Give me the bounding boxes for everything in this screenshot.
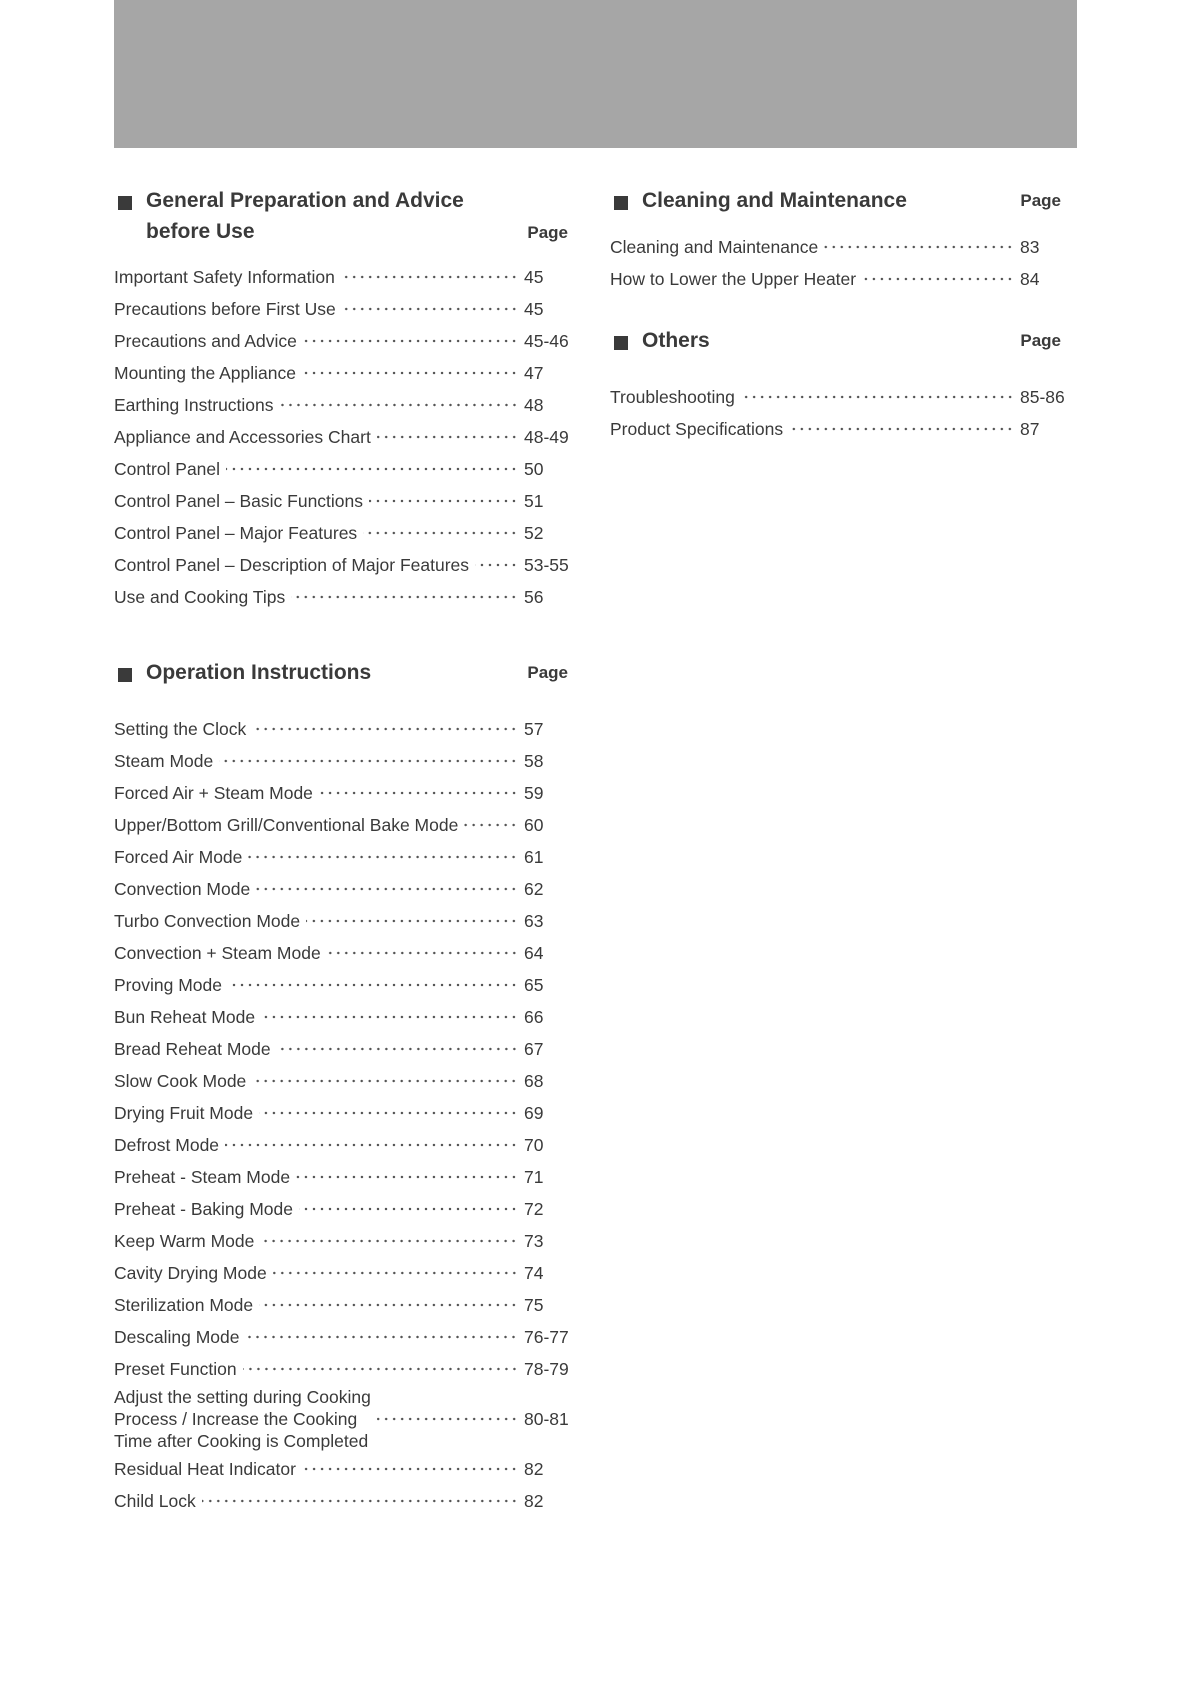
toc-entry[interactable]	[114, 1257, 570, 1289]
entry-title: Defrost Mode	[114, 1135, 220, 1155]
toc-entry[interactable]	[114, 517, 570, 549]
toc-entry[interactable]	[114, 1129, 570, 1161]
toc-section-others	[610, 325, 1066, 445]
toc-entry[interactable]	[114, 1225, 570, 1257]
entry-page: 58	[524, 750, 544, 771]
dot-leader	[260, 1238, 518, 1244]
entry-title: Sterilization Mode	[114, 1295, 254, 1315]
entry-title: Control Panel	[114, 459, 221, 479]
toc-entry[interactable]	[610, 263, 1066, 295]
dot-leader	[243, 1366, 518, 1372]
toc-entry[interactable]	[114, 1001, 570, 1033]
section-title: Cleaning and Maintenance	[642, 189, 907, 212]
dot-leader	[302, 1466, 518, 1472]
section-title: Others	[642, 329, 710, 352]
entry-title: Precautions before First Use	[114, 299, 336, 319]
entry-page: 83	[1020, 236, 1040, 257]
entry-title: Slow Cook Mode	[114, 1071, 247, 1091]
entry-page: 73	[524, 1230, 544, 1251]
toc-entry[interactable]	[114, 1385, 570, 1453]
entry-title: How to Lower the Upper Heater	[610, 269, 857, 289]
entry-title: Forced Air Mode	[114, 847, 243, 867]
entry-page: 78-79	[524, 1358, 569, 1379]
toc-entry[interactable]	[610, 413, 1066, 445]
toc-entry[interactable]	[114, 453, 570, 485]
toc-section-operation-instructions	[114, 657, 570, 1517]
dot-leader	[306, 918, 518, 924]
entry-page: 66	[524, 1006, 544, 1027]
entry-title: Control Panel – Description of Major Features	[114, 555, 470, 575]
entry-title: Steam Mode	[114, 751, 214, 771]
toc-list	[114, 713, 570, 1517]
toc-entry[interactable]	[114, 293, 570, 325]
page-column-label: Page	[1020, 191, 1061, 210]
dot-leader	[377, 1416, 518, 1422]
entry-page: 50	[524, 458, 544, 479]
entry-page: 82	[524, 1458, 544, 1479]
toc-entry[interactable]	[114, 485, 570, 517]
entry-title: Convection + Steam Mode	[114, 943, 321, 963]
entry-title: Setting the Clock	[114, 719, 247, 739]
entry-title: Important Safety Information	[114, 267, 335, 287]
dot-leader	[225, 1142, 518, 1148]
entry-page: 69	[524, 1102, 544, 1123]
toc-entry[interactable]	[114, 389, 570, 421]
dot-leader	[824, 244, 1014, 250]
entry-title: Product Specifications	[610, 419, 784, 439]
dot-leader	[226, 466, 518, 472]
toc-entry[interactable]	[114, 713, 570, 745]
dot-leader	[252, 1078, 518, 1084]
entry-page: 70	[524, 1134, 544, 1155]
entry-title: Cavity Drying Mode	[114, 1263, 267, 1283]
entry-page: 82	[524, 1490, 544, 1511]
entry-page: 63	[524, 910, 544, 931]
entry-page: 72	[524, 1198, 544, 1219]
toc-right-column	[610, 185, 1066, 445]
dot-leader	[252, 726, 518, 732]
toc-section-general-preparation	[114, 185, 570, 613]
toc-entry[interactable]	[114, 745, 570, 777]
dot-leader	[291, 594, 518, 600]
toc-list	[610, 381, 1066, 445]
page-column-label: Page	[527, 223, 568, 242]
square-bullet-icon	[118, 668, 132, 682]
dot-leader	[259, 1302, 518, 1308]
toc-entry[interactable]	[114, 937, 570, 969]
entry-page: 56	[524, 586, 544, 607]
entry-title: Adjust the setting during Cooking Process / Increase the Cooking Time after Cooking is Completed	[114, 1387, 371, 1451]
dot-leader	[464, 822, 518, 828]
toc-entry[interactable]	[114, 777, 570, 809]
section-heading	[114, 657, 570, 689]
dot-leader	[363, 530, 518, 536]
toc-entry[interactable]	[114, 1353, 570, 1385]
page-column-label: Page	[1020, 331, 1061, 350]
section-heading	[610, 185, 1066, 217]
entry-title: Precautions and Advice	[114, 331, 297, 351]
dot-leader	[248, 854, 518, 860]
dot-leader	[341, 274, 518, 280]
entry-page: 67	[524, 1038, 544, 1059]
toc-entry[interactable]	[114, 1033, 570, 1065]
entry-title: Preheat - Steam Mode	[114, 1167, 291, 1187]
section-heading	[114, 185, 570, 247]
page-column-label: Page	[527, 663, 568, 682]
dot-leader	[741, 394, 1014, 400]
toc-entry[interactable]	[114, 1065, 570, 1097]
entry-title: Upper/Bottom Grill/Conventional Bake Mode	[114, 815, 459, 835]
entry-page: 61	[524, 846, 544, 867]
dot-leader	[228, 982, 518, 988]
dot-leader	[273, 1270, 518, 1276]
entry-page: 47	[524, 362, 544, 383]
toc-entry[interactable]	[114, 905, 570, 937]
dot-leader	[377, 434, 518, 440]
entry-title: Preset Function	[114, 1359, 237, 1379]
entry-page: 51	[524, 490, 544, 511]
entry-page: 52	[524, 522, 544, 543]
dot-leader	[299, 1206, 518, 1212]
toc-entry[interactable]	[114, 1289, 570, 1321]
toc-section-cleaning-maintenance	[610, 185, 1066, 295]
entry-page: 57	[524, 718, 544, 739]
toc-list	[610, 231, 1066, 295]
entry-page: 59	[524, 782, 544, 803]
toc-entry[interactable]	[114, 1161, 570, 1193]
entry-title: Earthing Instructions	[114, 395, 274, 415]
entry-page: 75	[524, 1294, 544, 1315]
entry-page: 60	[524, 814, 544, 835]
entry-title: Proving Mode	[114, 975, 222, 995]
entry-title: Turbo Convection Mode	[114, 911, 301, 931]
dot-leader	[202, 1498, 518, 1504]
square-bullet-icon	[614, 196, 628, 210]
entry-title: Drying Fruit Mode	[114, 1103, 254, 1123]
section-title: Operation Instructions	[146, 661, 372, 684]
entry-title: Child Lock	[114, 1491, 196, 1511]
dot-leader	[327, 950, 518, 956]
entry-page: 48	[524, 394, 544, 415]
dot-leader	[296, 1174, 518, 1180]
toc-left-column	[114, 185, 570, 1517]
section-title: General Preparation and Advice before Use	[146, 189, 464, 243]
toc-entry[interactable]	[114, 873, 570, 905]
square-bullet-icon	[614, 336, 628, 350]
entry-page: 80-81	[524, 1408, 569, 1429]
toc-entry[interactable]	[610, 381, 1066, 413]
toc-entry[interactable]	[114, 261, 570, 293]
entry-page: 45	[524, 298, 544, 319]
section-heading	[610, 325, 1066, 357]
header-banner	[114, 0, 1077, 148]
toc-entry[interactable]	[114, 1453, 570, 1485]
entry-page: 85-86	[1020, 386, 1065, 407]
toc-entry[interactable]	[114, 809, 570, 841]
dot-leader	[245, 1334, 518, 1340]
entry-title: Appliance and Accessories Chart	[114, 427, 371, 447]
entry-page: 48-49	[524, 426, 569, 447]
dot-leader	[369, 498, 518, 504]
dot-leader	[256, 886, 518, 892]
dot-leader	[303, 338, 518, 344]
entry-title: Mounting the Appliance	[114, 363, 296, 383]
toc-entry[interactable]	[114, 325, 570, 357]
dot-leader	[789, 426, 1014, 432]
dot-leader	[319, 790, 518, 796]
entry-title: Use and Cooking Tips	[114, 587, 286, 607]
dot-leader	[261, 1014, 518, 1020]
entry-title: Forced Air + Steam Mode	[114, 783, 313, 803]
toc-entry[interactable]	[114, 1485, 570, 1517]
entry-title: Descaling Mode	[114, 1327, 240, 1347]
entry-title: Cleaning and Maintenance	[610, 237, 819, 257]
entry-page: 53-55	[524, 554, 569, 575]
dot-leader	[862, 276, 1014, 282]
entry-page: 76-77	[524, 1326, 569, 1347]
entry-page: 87	[1020, 418, 1040, 439]
entry-page: 45	[524, 266, 544, 287]
toc-list	[114, 261, 570, 613]
dot-leader	[302, 370, 518, 376]
toc-entry[interactable]	[114, 581, 570, 613]
entry-page: 64	[524, 942, 544, 963]
dot-leader	[475, 562, 518, 568]
entry-page: 62	[524, 878, 544, 899]
entry-title: Preheat - Baking Mode	[114, 1199, 293, 1219]
entry-page: 45-46	[524, 330, 569, 351]
entry-title: Control Panel – Basic Functions	[114, 491, 364, 511]
entry-title: Residual Heat Indicator	[114, 1459, 296, 1479]
dot-leader	[280, 402, 518, 408]
entry-title: Bun Reheat Mode	[114, 1007, 256, 1027]
entry-page: 68	[524, 1070, 544, 1091]
dot-leader	[277, 1046, 518, 1052]
dot-leader	[259, 1110, 518, 1116]
entry-title: Bread Reheat Mode	[114, 1039, 271, 1059]
entry-title: Convection Mode	[114, 879, 251, 899]
entry-page: 71	[524, 1166, 544, 1187]
entry-page: 65	[524, 974, 544, 995]
entry-page: 84	[1020, 268, 1040, 289]
toc-entry[interactable]	[114, 421, 570, 453]
toc-entry[interactable]	[114, 969, 570, 1001]
entry-page: 74	[524, 1262, 544, 1283]
dot-leader	[342, 306, 518, 312]
entry-title: Control Panel – Major Features	[114, 523, 358, 543]
dot-leader	[219, 758, 518, 764]
entry-title: Troubleshooting	[610, 387, 735, 407]
entry-title: Keep Warm Mode	[114, 1231, 255, 1251]
toc-entry[interactable]	[114, 1193, 570, 1225]
toc-entry[interactable]	[114, 357, 570, 389]
toc-entry[interactable]	[114, 1097, 570, 1129]
toc-entry[interactable]	[610, 231, 1066, 263]
square-bullet-icon	[118, 196, 132, 210]
toc-entry[interactable]	[114, 549, 570, 581]
toc-entry[interactable]	[114, 841, 570, 873]
toc-entry[interactable]	[114, 1321, 570, 1353]
